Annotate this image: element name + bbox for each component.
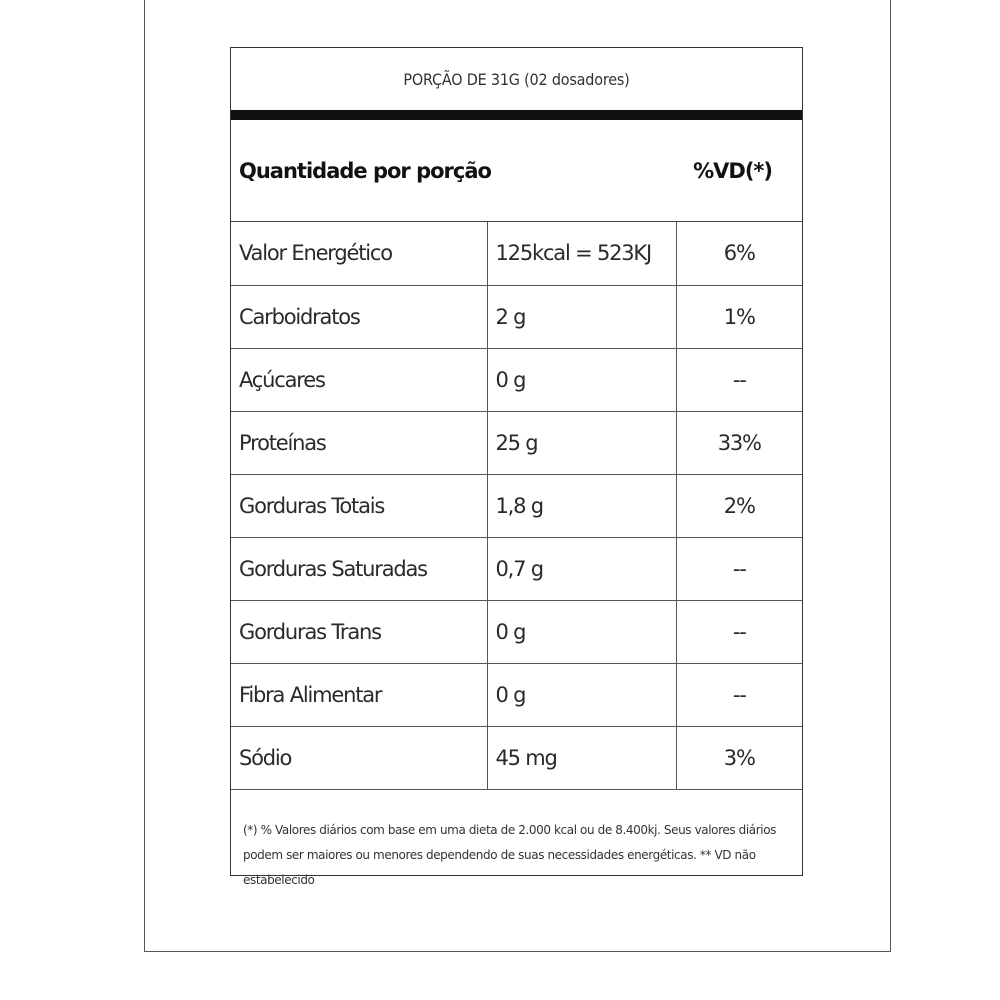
nutrition-label — [230, 47, 803, 887]
nutrient-name: Proteínas — [231, 411, 487, 474]
nutrient-name: Valor Energético — [231, 222, 487, 285]
footnote: (*) % Valores diários com base em uma dieta de 2.000 kcal ou de 8.400kj. Seus valores diários podem ser maiores ou menores dependendo de suas necessidades energéticas. ** VD não estabelecido — [243, 822, 776, 887]
nutrient-vd: 1% — [676, 285, 802, 348]
nutrient-vd: -- — [676, 600, 802, 663]
vd-header: %VD(*) — [693, 158, 772, 183]
nutrient-name: Gorduras Totais — [231, 474, 487, 537]
nutrient-vd: -- — [676, 663, 802, 726]
nutrient-vd: 3% — [676, 726, 802, 789]
serving-size: PORÇÃO DE 31G (02 dosadores) — [403, 69, 630, 89]
nutrient-vd: 2% — [676, 474, 802, 537]
thick-divider — [231, 110, 802, 120]
nutrition-table — [231, 222, 802, 790]
table-row — [231, 537, 802, 600]
table-row — [231, 348, 802, 411]
nutrient-amount: 0 g — [487, 348, 676, 411]
table-row — [231, 600, 802, 663]
table-row — [231, 474, 802, 537]
nutrient-name: Sódio — [231, 726, 487, 789]
table-row — [231, 285, 802, 348]
quantity-header: Quantidade por porção — [239, 158, 491, 183]
nutrient-name: Fibra Alimentar — [231, 663, 487, 726]
nutrient-amount: 0,7 g — [487, 537, 676, 600]
nutrient-name: Carboidratos — [231, 285, 487, 348]
nutrient-vd: 33% — [676, 411, 802, 474]
table-row — [231, 411, 802, 474]
nutrient-amount: 125kcal = 523KJ — [487, 222, 676, 285]
nutrient-amount: 25 g — [487, 411, 676, 474]
nutrient-amount: 45 mg — [487, 726, 676, 789]
nutrient-amount: 1,8 g — [487, 474, 676, 537]
table-row — [231, 663, 802, 726]
table-header — [231, 120, 802, 222]
nutrient-vd: -- — [676, 537, 802, 600]
nutrient-amount: 0 g — [487, 663, 676, 726]
nutrient-name: Gorduras Trans — [231, 600, 487, 663]
nutrient-vd: -- — [676, 348, 802, 411]
nutrient-amount: 2 g — [487, 285, 676, 348]
table-row — [231, 726, 802, 789]
nutrient-name: Açúcares — [231, 348, 487, 411]
nutrient-vd: 6% — [676, 222, 802, 285]
table-row — [231, 222, 802, 285]
nutrient-name: Gorduras Saturadas — [231, 537, 487, 600]
nutrient-amount: 0 g — [487, 600, 676, 663]
